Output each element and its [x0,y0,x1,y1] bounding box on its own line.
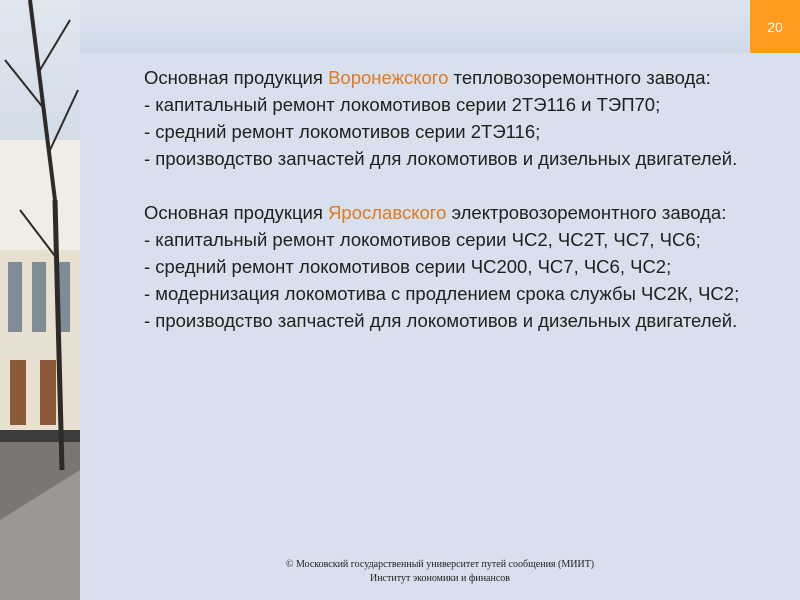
block-2-item: - модернизация локомотива с продлением срока службы ЧС2К, ЧС2; [144,283,740,304]
slide-number-badge [750,0,800,53]
building-photo-drawing [0,0,80,600]
block-2-item: - производство запчастей для локомотивов и дизельных двигателей. [144,310,738,331]
slide-body [112,64,772,334]
block-2-item: - капитальный ремонт локомотивов серии ЧС2, ЧС2Т, ЧС7, ЧС6; [144,229,701,250]
block-1-item: - производство запчастей для локомотивов и дизельных двигателей. [144,148,738,169]
slide-number: 20 [767,18,783,35]
header-strip [80,0,750,53]
building-photo [0,0,80,600]
footer-copyright: © Московский государственный университет путей сообщения (МИИТ) [285,559,595,570]
block-1-item: - капитальный ремонт локомотивов серии 2ТЭ116 и ТЭП70; [144,94,661,115]
block-1-intro: Основная продукция Воронежского тепловозоремонтного завода: [144,67,711,88]
footer [80,558,800,586]
block-2-item: - средний ремонт локомотивов серии ЧС200, ЧС7, ЧС6, ЧС2; [144,256,672,277]
block-1-item: - средний ремонт локомотивов серии 2ТЭ116; [144,121,541,142]
footer-institute: Институт экономики и финансов [369,573,511,584]
block-2-intro: Основная продукция Ярославского электровозоремонтного завода: [144,202,727,223]
highlighted-plant-name: Ярославского [328,202,447,223]
highlighted-plant-name: Воронежского [328,67,449,88]
